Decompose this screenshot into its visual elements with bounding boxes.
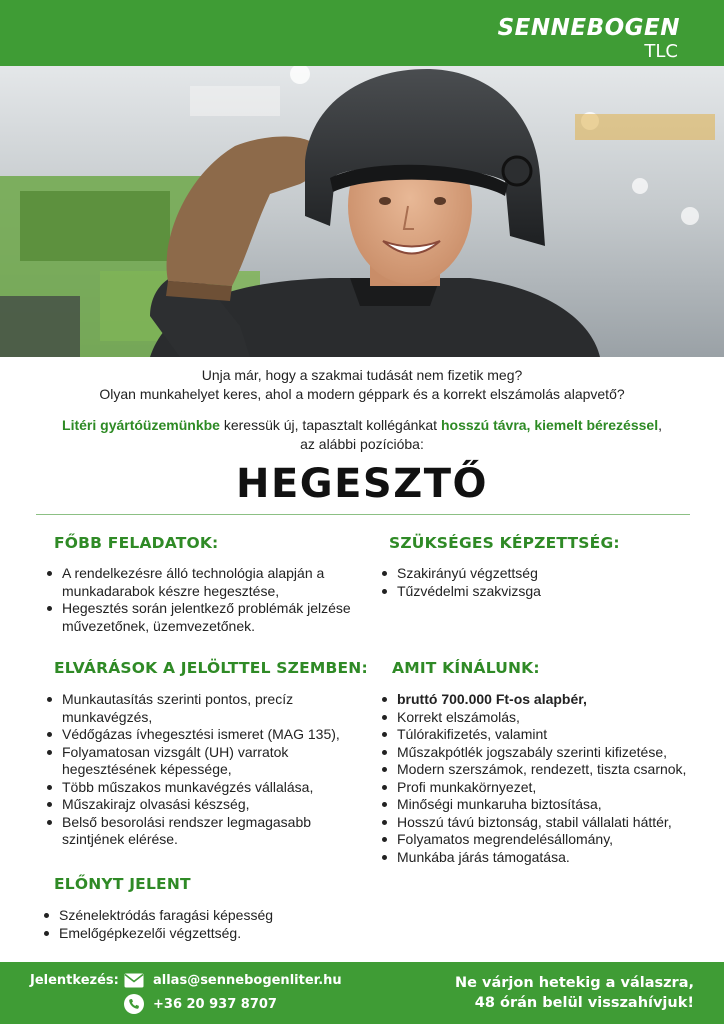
list-item: Munkautasítás szerinti pontos, precíz munkavégzés, — [62, 691, 370, 726]
slogan-line-2: 48 órán belül visszahívjuk! — [474, 995, 694, 1011]
intro-text — [40, 366, 684, 404]
list-item: Folyamatosan vizsgált (UH) varratok hegesztésének képessége, — [62, 744, 370, 779]
hero-photo — [0, 66, 724, 357]
list-item: bruttó 700.000 Ft-os alapbér, — [397, 691, 700, 709]
intro-text-1: keressük új, tapasztalt kollégánkat — [219, 417, 441, 433]
slogan — [455, 973, 694, 1013]
divider — [36, 514, 690, 515]
list-item: Több műszakos munkavégzés vállalása, — [62, 779, 370, 797]
email-link[interactable]: allas@sennebogenliter.hu — [153, 973, 342, 988]
list-item: Műszakpótlék jogszabály szerinti kifizetése, — [397, 744, 700, 762]
list-item: Hegesztés során jelentkező problémák jelzése művezetőnek, üzemvezetőnek. — [62, 600, 370, 635]
intro-line-2: Olyan munkahelyet keres, ahol a modern géppark és a korrekt elszámolás alapvető? — [99, 386, 625, 402]
brand-name: SENNEBOGEN — [497, 15, 680, 41]
list-item: Hosszú távú biztonság, stabil vállalati háttér, — [397, 814, 700, 832]
list-item: Túlórakifizetés, valamint — [397, 726, 700, 744]
requirements-heading: ELVÁRÁSOK A JELÖLTTEL SZEMBEN: — [54, 659, 368, 677]
offer-section — [375, 658, 700, 866]
qualifications-list — [375, 565, 695, 600]
requirements-section — [40, 658, 370, 849]
brand-logo — [498, 14, 680, 62]
list-item: Szakirányú végzettség — [397, 565, 695, 583]
list-item: Védőgázas ívhegesztési ismeret (MAG 135), — [62, 726, 370, 744]
list-item: Minőségi munkaruha biztosítása, — [397, 796, 700, 814]
offer-list — [375, 691, 700, 866]
footer-bar — [0, 962, 724, 1024]
brand-sub: TLC — [644, 41, 678, 62]
advantages-section — [40, 874, 370, 942]
list-item: Modern szerszámok, rendezett, tiszta csarnok, — [397, 761, 700, 779]
qualifications-section — [375, 533, 695, 600]
header-bar — [0, 0, 724, 66]
list-item: Műszakirajz olvasási készség, — [62, 796, 370, 814]
intro-highlight-location: Litéri gyártóüzemünkbe — [62, 417, 220, 433]
phone-link[interactable]: +36 20 937 8707 — [153, 997, 277, 1012]
apply-label: Jelentkezés: — [30, 973, 119, 988]
intro-text-2: , — [658, 417, 662, 433]
list-item: A rendelkezésre álló technológia alapján a munkadarabok készre hegesztése, — [62, 565, 370, 600]
intro-offer — [30, 416, 694, 454]
offer-heading: AMIT KÍNÁLUNK: — [392, 659, 540, 677]
advantages-list — [40, 907, 370, 942]
intro-highlight-salary: hosszú távra, kiemelt bérezéssel — [440, 417, 659, 433]
list-item: Folyamatos megrendelésállomány, — [397, 831, 700, 849]
list-item: Korrekt elszámolás, — [397, 709, 700, 727]
mail-icon — [124, 973, 144, 988]
list-item: Munkába járás támogatása. — [397, 849, 700, 867]
intro-line-3 — [30, 416, 694, 435]
list-item: Belső besorolási rendszer legmagasabb szintjének elérése. — [62, 814, 370, 849]
tasks-heading: FŐBB FELADATOK: — [54, 534, 219, 552]
phone-icon — [124, 994, 144, 1014]
slogan-line-1: Ne várjon hetekig a válaszra, — [454, 975, 694, 991]
list-item: Szénelektródás faragási képesség — [59, 907, 370, 925]
intro-line-1: Unja már, hogy a szakmai tudását nem fizetik meg? — [201, 367, 523, 383]
list-item: Profi munkakörnyezet, — [397, 779, 700, 797]
advantages-heading: ELŐNYT JELENT — [54, 875, 191, 893]
requirements-list — [40, 691, 370, 849]
list-item: Emelőgépkezelői végzettség. — [59, 925, 370, 943]
intro-line-4: az alábbi pozícióba: — [300, 436, 424, 452]
welder-illustration — [0, 66, 724, 357]
list-item: Tűzvédelmi szakvizsga — [397, 583, 695, 601]
qualifications-heading: SZÜKSÉGES KÉPZETTSÉG: — [389, 534, 620, 552]
job-title: HEGESZTŐ — [235, 461, 489, 507]
tasks-section — [40, 533, 370, 635]
tasks-list — [40, 565, 370, 635]
